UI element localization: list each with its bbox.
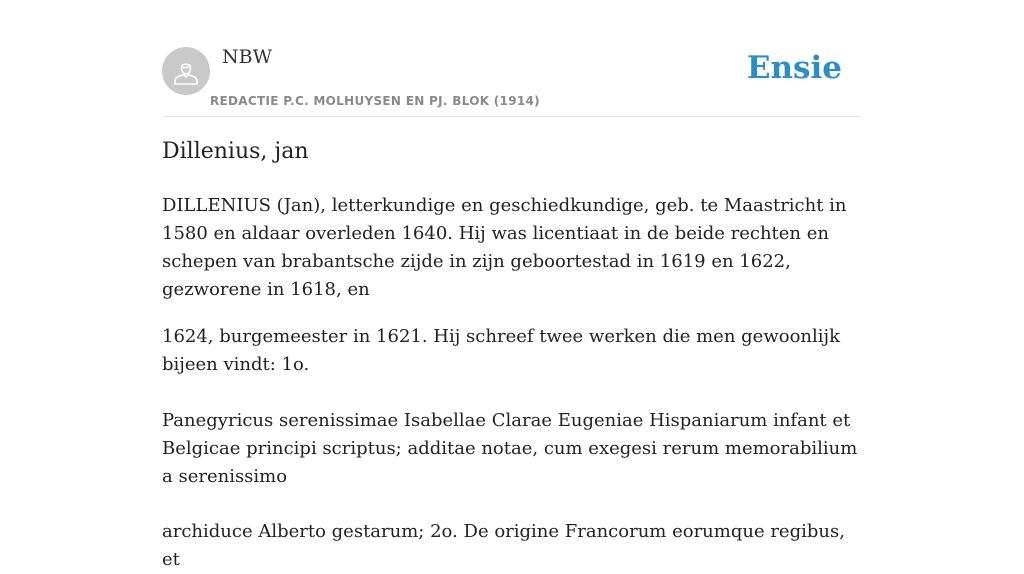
article-paragraph: archiduce Alberto gestarum; 2o. De origine Francorum eorumque regibus, et (162, 521, 845, 570)
source-label: REDACTIE P.C. MOLHUYSEN EN PJ. BLOK (1914) (210, 94, 540, 108)
user-icon (171, 56, 201, 86)
avatar[interactable] (162, 47, 210, 95)
author-name[interactable]: NBW (222, 46, 273, 68)
article-paragraph: DILLENIUS (Jan), letterkundige en geschiedkundige, geb. te Maastricht in 1580 en aldaar overleden 1640. Hij was licentiaat in de beide rechten en schepen van brabantsche zijde in zijn geboortestad in 1619 en 1622, gezworene in 1618, en (162, 195, 847, 300)
article-paragraph: 1624, burgemeester in 1621. Hij schreef twee werken die men gewoonlijk bijeen vindt: 1o. (162, 326, 840, 375)
article-paragraph: Panegyricus serenissimae Isabellae Clarae Eugeniae Hispaniarum infant et Belgicae principi scriptus; additae notae, cum exegesi rerum memorabilium a serenissimo (162, 410, 858, 487)
ensie-logo[interactable]: Ensie (746, 50, 842, 86)
header (162, 0, 862, 117)
article-title: Dillenius, jan (162, 139, 309, 164)
article-body (162, 192, 862, 574)
